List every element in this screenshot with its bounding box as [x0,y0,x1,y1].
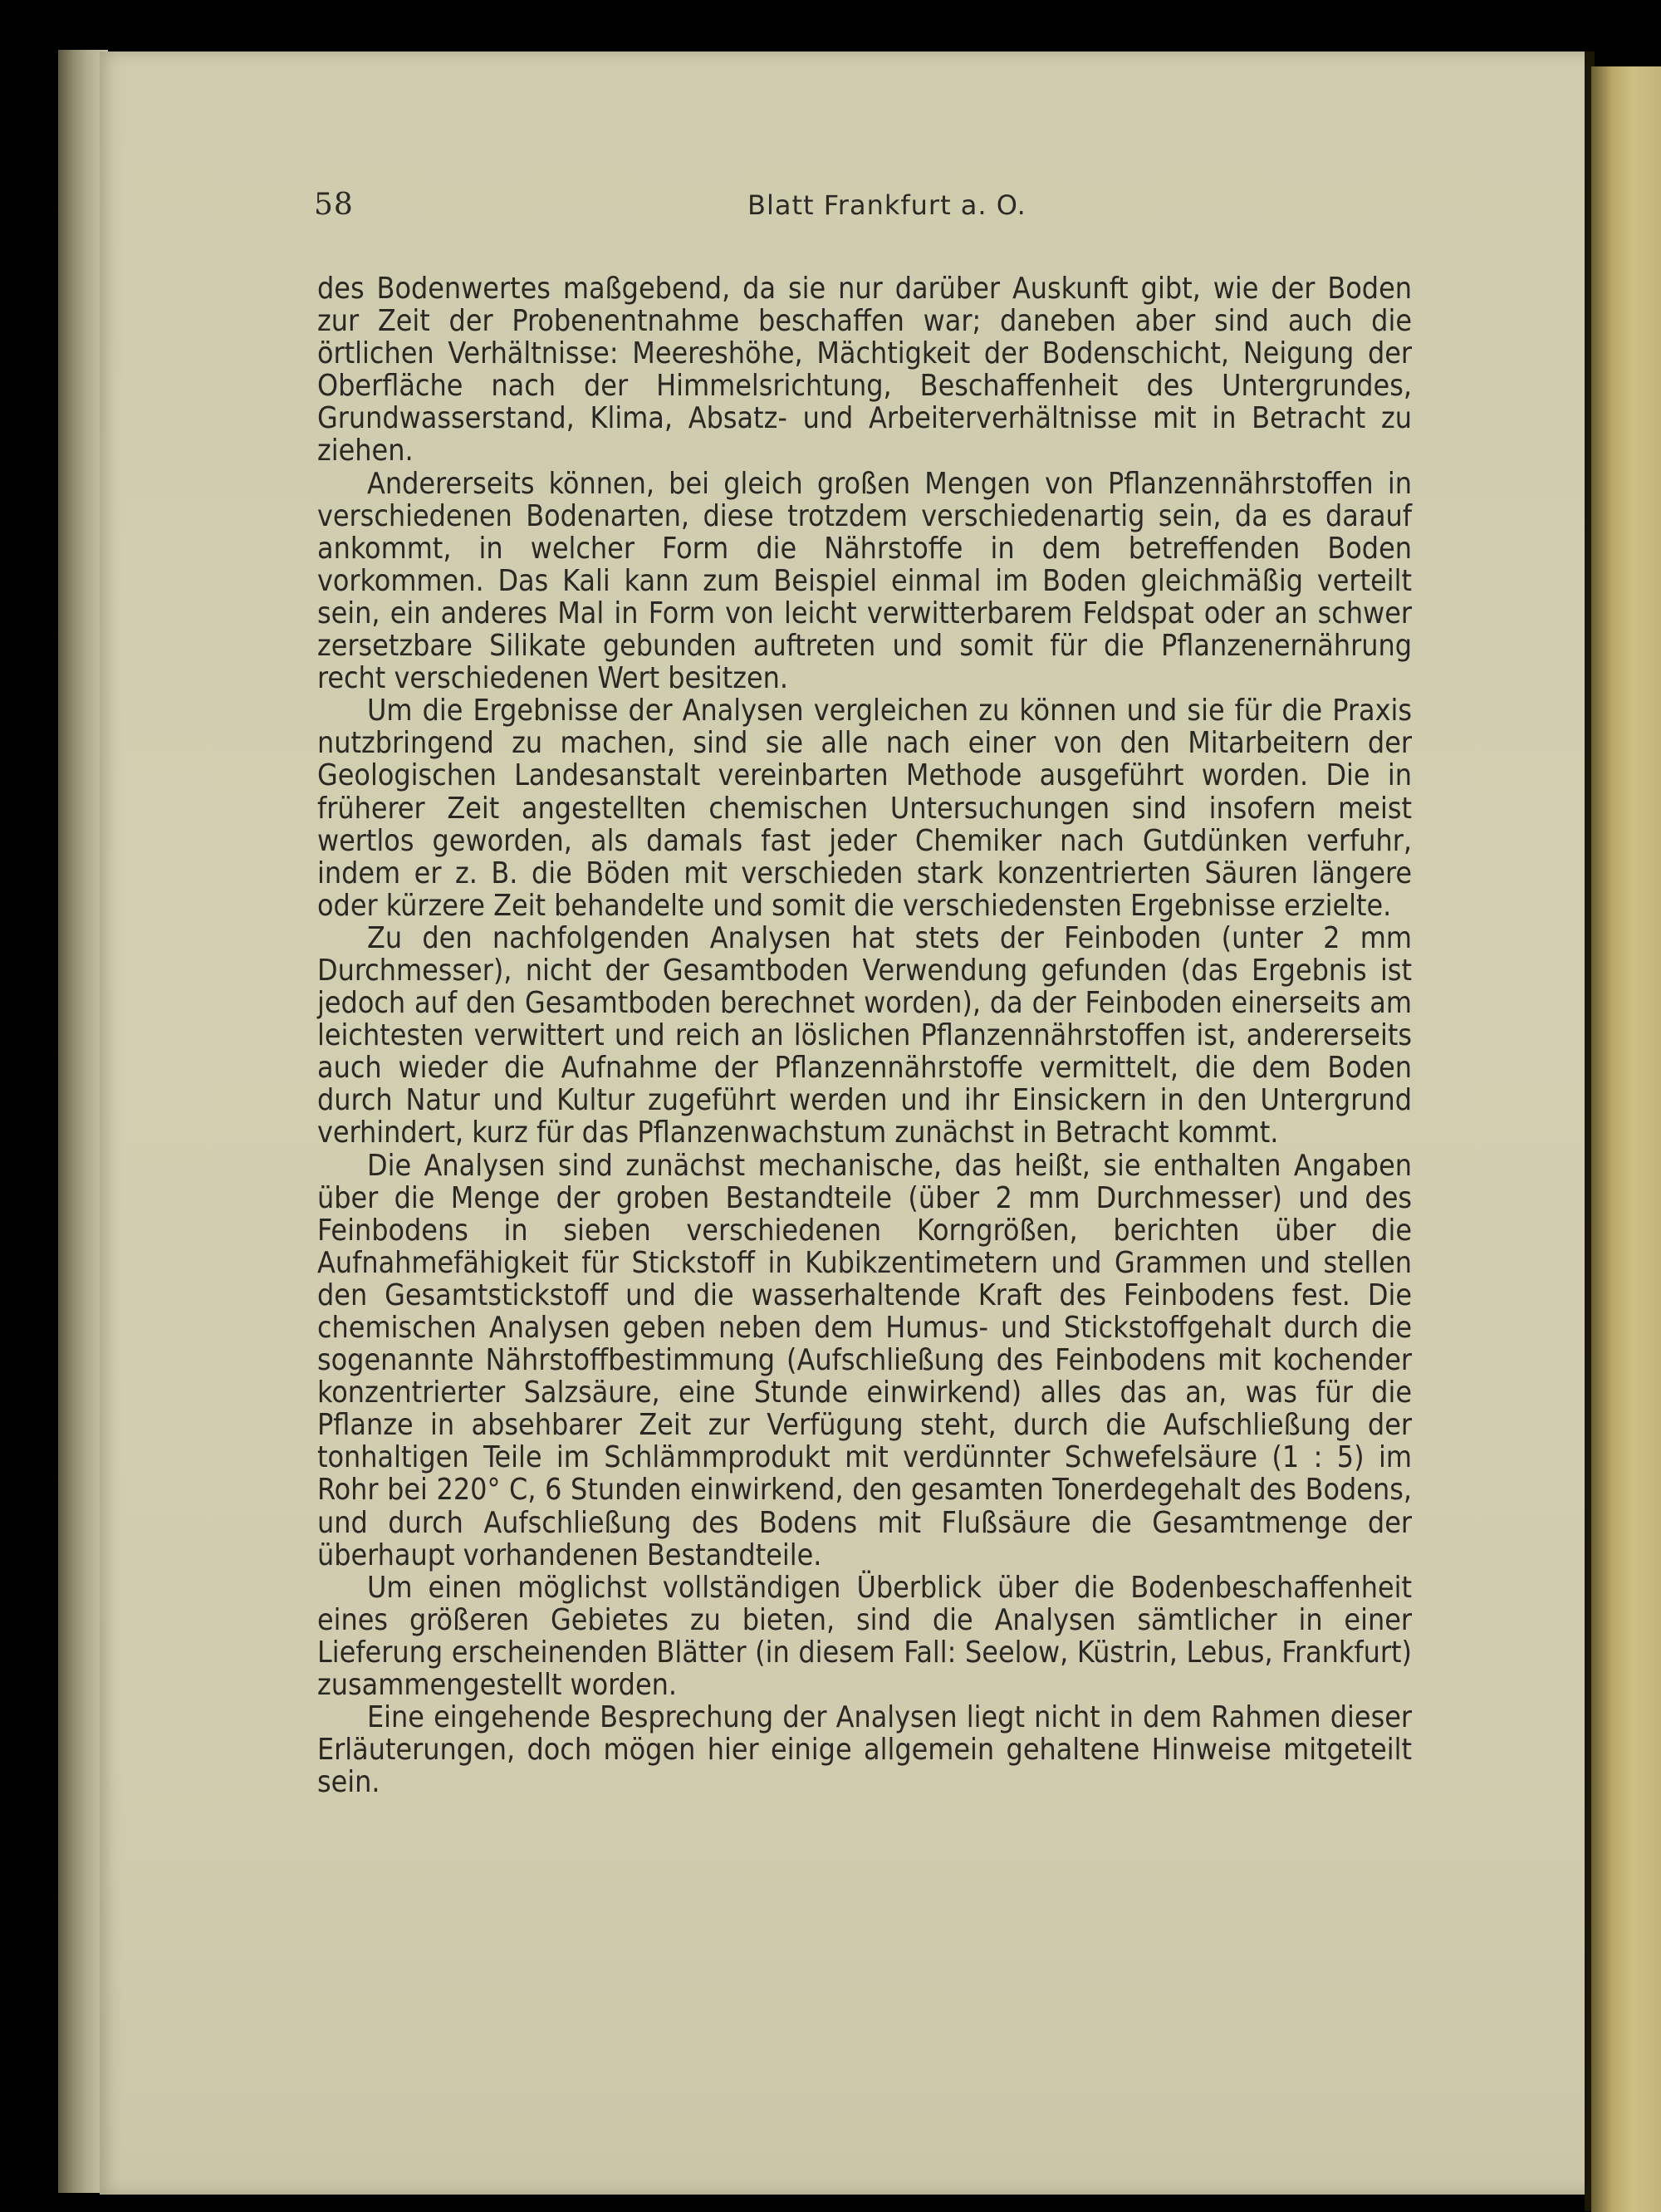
paragraph: Um einen möglichst vollständigen Überblick über die Bodenbeschaffenheit eines größeren Gebietes zu bieten, sind die Analysen sämtlicher in einer Lieferung erscheinenden Blätter (in diesem Fall: Seelow, Küstrin, Lebus, Frankfurt) zusammengestellt worden. [317,1570,1412,1703]
paragraph: Um die Ergebnisse der Analysen vergleichen zu können und sie für die Praxis nutzbringend zu machen, sind sie alle nach einer von den Mitarbeitern der Geologischen Landesanstalt vereinbarten Methode ausgeführt worden. Die in früherer Zeit angestellten chemischen Untersuchungen sind insofern meist wertlos geworden, als damals fast jeder Chemiker nach Gutdünken verfuhr, indem er z. B. die Böden mit verschieden stark konzentrierten Säuren längere oder kürzere Zeit behandelte und somit die verschiedensten Ergebnisse erzielte. [317,694,1412,923]
page-number: 58 [314,188,354,222]
paragraph: Zu den nachfolgenden Analysen hat stets der Feinboden (unter 2 mm Durchmesser), nicht der Gesamtboden Verwendung gefunden (das Ergebnis ist jedoch auf den Gesamtboden berechnet worden), da der Feinboden einerseits am leichtesten verwittert und reich an löslichen Pflanzennährstoffen ist, andererseits auch wieder die Aufnahme der Pflanzennährstoffe vermittelt, die dem Boden durch Natur und Kultur zugeführt werden und ihr Einsickern in den Untergrund verhindert, kurz für das Pflanzenwachstum zunächst in Betracht kommt. [317,920,1412,1150]
page-header [314,188,1477,238]
paragraph: Die Analysen sind zunächst mechanische, das heißt, sie enthalten Angaben über die Menge der groben Bestandteile (über 2 mm Durchmesser) und des Feinbodens in sieben verschiedenen Korngrößen, berichten über die Aufnahmefähigkeit für Stickstoff in Kubikzentimetern und Grammen und stellen den Gesamtstickstoff und die wasserhaltende Kraft des Feinbodens fest. Die chemischen Analysen geben neben dem Humus- und Stickstoffgehalt durch die sogenannte Nährstoffbestimmung (Aufschließung des Feinbodens mit kochender konzentrierter Salzsäure, eine Stunde einwirkend) alles das an, was für die Pflanze in absehbarer Zeit zur Verfügung steht, durch die Aufschließung der tonhaltigen Teile im Schlämmprodukt mit verdünnter Schwefelsäure (1 : 5) im Rohr bei 220° C, 6 Stunden einwirkend, den gesamten Tonerdegehalt des Bodens, und durch Aufschließung des Bodens mit Flußsäure die Gesamtmenge der überhaupt vorhandenen Bestandteile. [317,1148,1412,1572]
body-text [317,272,1412,1798]
paragraph: des Bodenwertes maßgebend, da sie nur darüber Auskunft gibt, wie der Boden zur Zeit der Probenentnahme beschaffen war; daneben aber sind auch die örtlichen Verhältnisse: Meereshöhe, Mächtigkeit der Bodenschicht, Neigung der Oberfläche nach der Himmelsrichtung, Beschaffenheit des Untergrundes, Grundwasserstand, Klima, Absatz- und Arbeiterverhältnisse mit in Betracht zu ziehen. [317,272,1412,468]
paragraph: Eine eingehende Besprechung der Analysen liegt nicht in dem Rahmen dieser Erläuterungen, doch mögen hier einige allgemein gehaltene Hinweise mitgeteilt sein. [317,1700,1412,1800]
facing-page-edge [1591,66,1661,2212]
running-title: Blatt Frankfurt a. O. [747,189,1026,221]
paragraph: Andererseits können, bei gleich großen Mengen von Pflanzennährstoffen in verschiedenen Bodenarten, diese trotzdem verschiedenartig sein, da es darauf ankommt, in welcher Form die Nährstoffe in dem betreffenden Boden vorkommen. Das Kali kann zum Beispiel einmal im Boden gleichmäßig verteilt sein, ein anderes Mal in Form von leicht verwitterbarem Feldspat oder an schwer zersetzbare Silikate gebunden auftreten und somit für die Pflanzenernährung recht verschiedenen Wert besitzen. [317,466,1412,696]
